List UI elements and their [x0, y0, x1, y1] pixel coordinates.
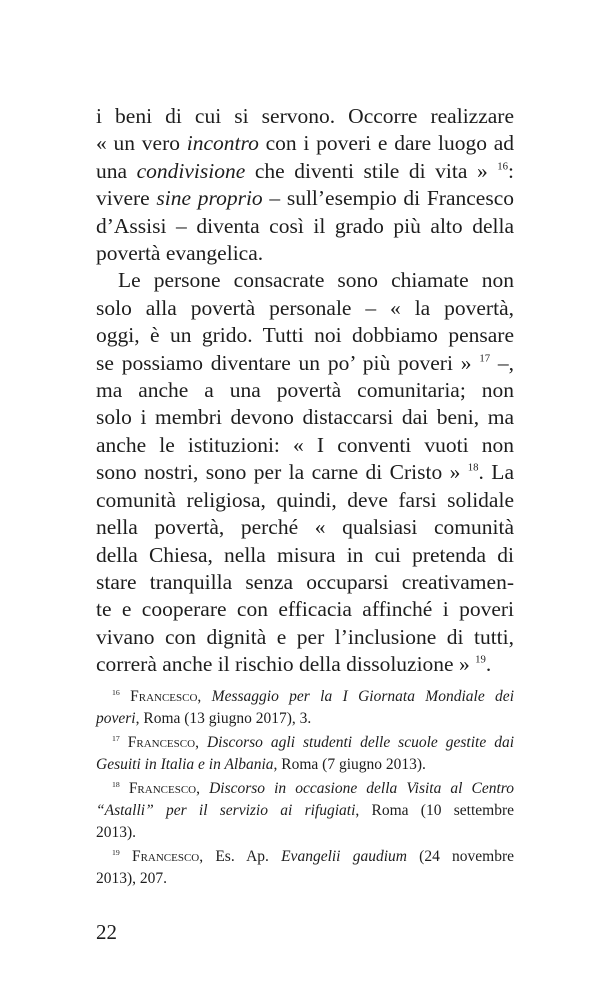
text-run: , [196, 780, 210, 797]
text-run: : [508, 158, 515, 183]
footnotes [96, 686, 514, 892]
footnote-ref: 19 [475, 653, 486, 666]
text-line [96, 624, 514, 651]
text-line [96, 514, 514, 541]
footnote [96, 732, 514, 776]
text-run: vivano con dignità e per l’inclusione di tutti, [96, 624, 514, 649]
footnote-ref: 16 [112, 687, 120, 697]
text-run: (24 novembre [406, 848, 514, 865]
text-run: Messaggio per la I Giornata Mondiale dei [211, 688, 514, 705]
text-run: condivisione [136, 158, 246, 183]
text-line [96, 322, 514, 349]
text-run: – sull’esempio di Francesco [262, 186, 514, 211]
author-name: Francesco [131, 848, 200, 865]
text-run: incontro [186, 131, 259, 156]
text-run: d’Assisi – diventa così il grado più alto della [96, 213, 514, 238]
text-run: se possiamo diventare un po’ più poveri » [96, 350, 480, 375]
text-line [96, 295, 514, 322]
text-run: . [485, 652, 492, 677]
text-run: , [195, 734, 207, 751]
body-text [96, 103, 514, 679]
text-line [96, 569, 514, 596]
text-line [96, 542, 514, 569]
text-run: della Chiesa, nella misura in cui pretenda di [96, 542, 514, 567]
page-number: 22 [96, 920, 117, 944]
text-run [120, 734, 128, 751]
text-run [120, 780, 129, 797]
footnote-ref: 18 [112, 779, 120, 789]
text-line [96, 404, 514, 431]
text-run: Discorso in occasione della Visita al Centro [209, 780, 514, 797]
text-line [96, 686, 514, 708]
text-line [96, 868, 514, 890]
text-line [96, 778, 514, 800]
text-run: comunità religiosa, quindi, deve farsi solidale [96, 487, 514, 512]
text-run: povertà evangelica. [96, 241, 264, 266]
text-run: Evangelii gaudium [281, 848, 407, 865]
text-run: con i poveri e dare luogo ad [258, 131, 515, 156]
text-line [96, 459, 514, 486]
text-line [96, 432, 514, 459]
paragraph [96, 103, 514, 267]
text-line [96, 185, 514, 212]
text-line [96, 130, 514, 157]
text-run: che diventi stile di vita » [245, 158, 498, 183]
author-name: Francesco [128, 780, 197, 797]
text-run: oggi, è un grido. Tutti noi dobbiamo pensare [96, 323, 514, 348]
text-line [96, 267, 514, 294]
footnote-ref: 19 [112, 847, 120, 857]
footnote-ref: 18 [467, 461, 479, 474]
text-line [96, 651, 514, 678]
text-run: 2013), 207. [96, 870, 168, 887]
text-line [96, 754, 514, 776]
text-line [96, 213, 514, 240]
text-line [96, 596, 514, 623]
text-run: ma anche a una povertà comunitaria; non [96, 378, 514, 403]
text-run: sine proprio [156, 186, 263, 211]
text-line [96, 240, 514, 267]
text-line [96, 732, 514, 754]
text-run: poveri [96, 710, 136, 727]
text-run: anche le istituzioni: « I conventi vuoti non [96, 432, 514, 457]
text-run: 2013). [96, 824, 137, 841]
footnote-ref: 16 [497, 160, 509, 173]
text-line [96, 822, 514, 844]
text-run: –, [490, 350, 514, 375]
footnote [96, 686, 514, 730]
text-line [96, 846, 514, 868]
text-run: solo alla povertà personale – « la povertà, [96, 295, 514, 320]
text-run: i beni di cui si servono. Occorre realizzare [96, 104, 514, 128]
text-run: solo i membri devono distaccarsi dai beni, ma [96, 405, 514, 430]
text-line [96, 800, 514, 822]
text-run: , [197, 688, 212, 705]
text-line [96, 487, 514, 514]
text-line [96, 350, 514, 377]
author-name: Francesco [130, 688, 198, 705]
text-run: , Roma (10 settembre [355, 802, 514, 819]
footnote [96, 778, 514, 844]
text-line [96, 158, 514, 185]
text-run [120, 688, 130, 705]
text-run: “Astalli” per il servizio ai rifugiati [96, 802, 356, 819]
text-run: . La [478, 460, 514, 485]
text-run: correrà anche il rischio della dissoluzione » [96, 652, 476, 677]
text-line [96, 103, 514, 130]
footnote-ref: 17 [479, 352, 491, 365]
text-run: stare tranquilla senza occuparsi creativamen- [96, 569, 514, 594]
text-run: Discorso agli studenti delle scuole gestite dai [206, 734, 515, 751]
text-run [120, 848, 132, 865]
text-line [96, 377, 514, 404]
text-run: Le persone consacrate sono chiamate non [118, 268, 514, 293]
author-name: Francesco [127, 734, 196, 751]
text-run: una [96, 158, 137, 183]
text-run: , Es. Ap. [199, 848, 282, 865]
text-run: , Roma (13 giugno 2017), 3. [135, 710, 312, 727]
text-run: vivere [96, 186, 157, 211]
text-run: , Roma (7 giugno 2013). [273, 756, 426, 773]
text-run: te e cooperare con efficacia affinché i poveri [96, 597, 514, 622]
text-run: sono nostri, sono per la carne di Cristo » [96, 460, 468, 485]
text-run: Gesuiti in Italia e in Albania [96, 756, 274, 773]
text-run: « un vero [96, 131, 187, 156]
text-line [96, 708, 514, 730]
paragraph [96, 267, 514, 678]
text-run: nella povertà, perché « qualsiasi comunità [96, 515, 514, 540]
footnote-ref: 17 [112, 733, 120, 743]
footnote [96, 846, 514, 890]
